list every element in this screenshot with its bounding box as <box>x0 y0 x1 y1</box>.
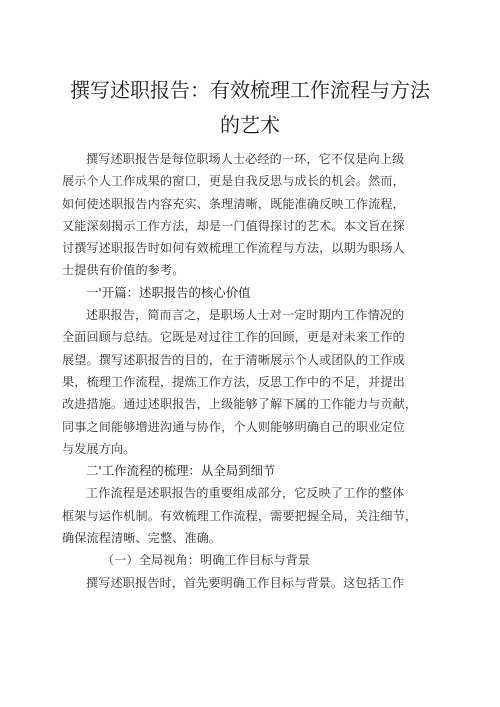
section1-line: 与发展方向。 <box>62 441 136 456</box>
document-body <box>62 148 442 594</box>
document-title-line-1: 撰写述职报告：有效梳理工作流程与方法 <box>70 78 430 102</box>
section1-line: 述职报告，简而言之，是职场人士对一定时期内工作情况的 <box>86 308 405 323</box>
intro-line: 士提供有价值的参考。 <box>62 263 185 278</box>
intro-line: 如何使述职报告内容充实、条理清晰，既能准确反映工作流程， <box>62 196 405 211</box>
section1-line: 展望。撰写述职报告的目的，在于清晰展示个人或团队的工作成 <box>62 352 405 367</box>
intro-line: 展示个人工作成果的窗口，更是自我反思与成长的机会。然而， <box>62 174 405 189</box>
section-heading-2: 二'工作流程的梳理：从全局到细节 <box>86 463 276 479</box>
section1-line: 同事之间能够增进沟通与协作，个人则能够明确自己的职业定位 <box>62 419 405 434</box>
section1-line: 改进措施。通过述职报告，上级能够了解下属的工作能力与贡献， <box>62 397 418 412</box>
document-title-line-2: 的艺术 <box>220 113 280 137</box>
section-heading-1: 一'开篇：述职报告的核心价值 <box>86 284 251 300</box>
subsection1-line: 撰写述职报告时，首先要明确工作目标与背景。这包括工作 <box>86 575 405 590</box>
section1-line: 果，梳理工作流程，提炼工作方法，反思工作中的不足，并提出 <box>62 374 405 389</box>
subsection-heading-1: （一）全局视角：明确工作目标与背景 <box>102 553 311 568</box>
section2-line: 工作流程是述职报告的重要组成部分，它反映了工作的整体 <box>86 486 405 501</box>
section2-line: 确保流程清晰、完整、准确。 <box>62 531 222 546</box>
intro-line: 撰写述职报告是每位职场人士必经的一环，它不仅是向上级 <box>86 152 405 166</box>
intro-line: 又能深刻揭示工作方法，却是一门值得探讨的艺术。本文旨在探 <box>62 218 405 233</box>
section1-line: 全面回顾与总结。它既是对过往工作的回顾，更是对未来工作的 <box>62 330 405 345</box>
section2-line: 框架与运作机制。有效梳理工作流程，需要把握全局，关注细节， <box>62 508 418 523</box>
intro-line: 讨撰写述职报告时如何有效梳理工作流程与方法，以期为职场人 <box>62 241 405 256</box>
